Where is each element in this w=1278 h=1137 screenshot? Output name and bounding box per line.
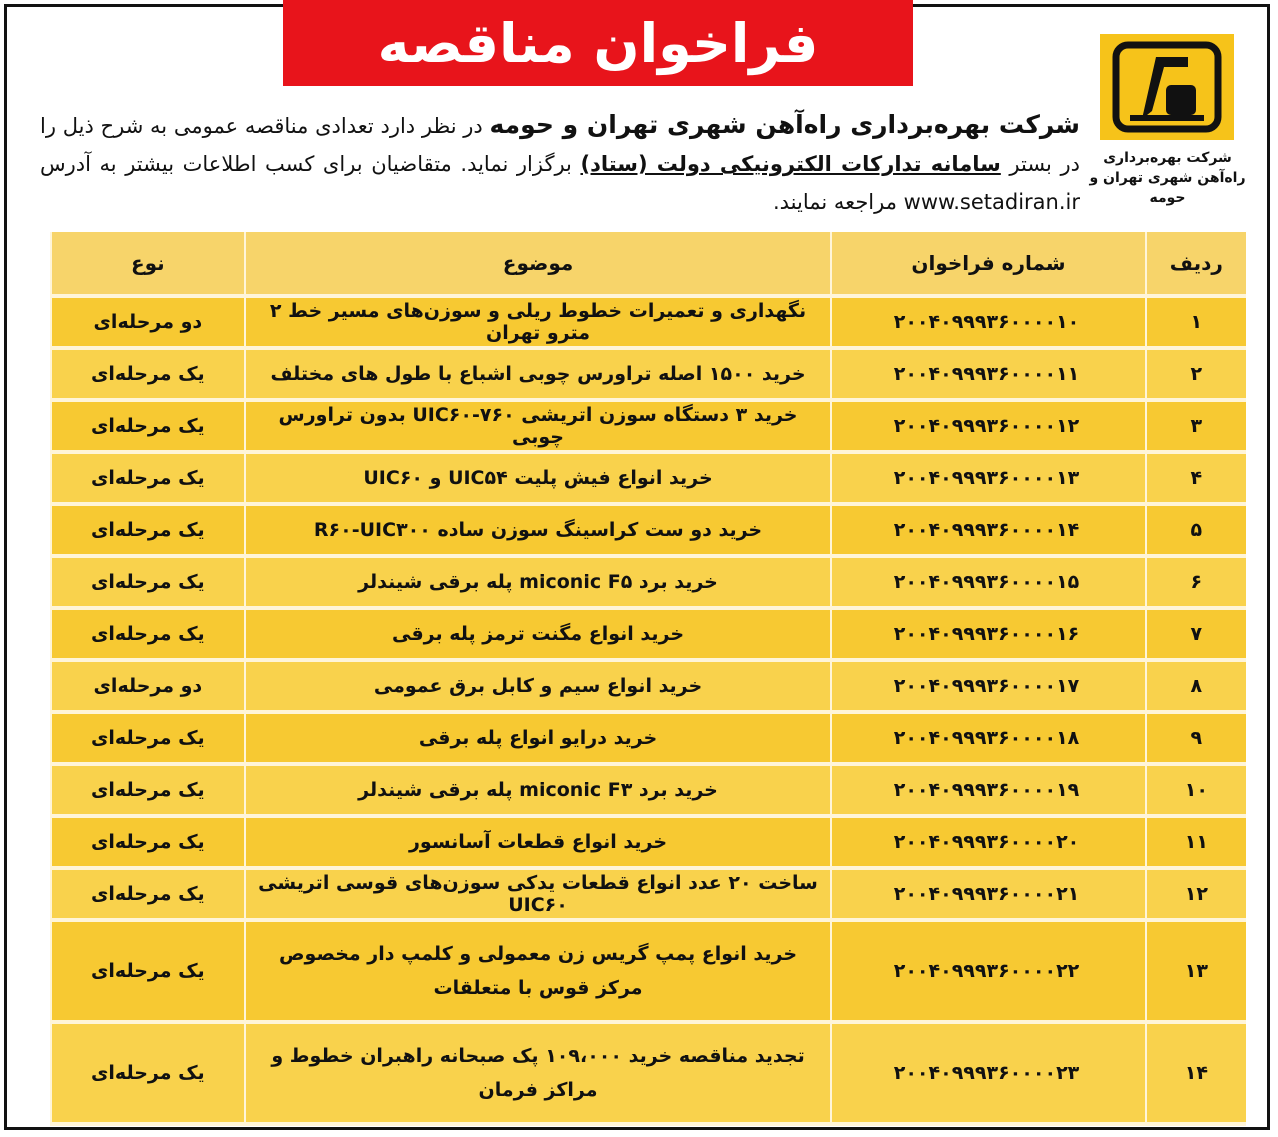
row-number-cell: ۹ — [1145, 714, 1246, 766]
subject-cell: خرید انواع پمپ گریس زن معمولی و کلمپ دار مخصوص مرکز قوس با متعلقات — [244, 922, 831, 1024]
subject-cell: خرید انواع سیم و کابل برق عمومی — [244, 662, 831, 714]
call-number-cell: ۲۰۰۴۰۹۹۹۳۶۰۰۰۰۱۵ — [830, 558, 1144, 610]
row-number-cell: ۴ — [1145, 454, 1246, 506]
subject-cell: نگهداری و تعمیرات خطوط ریلی و سوزن‌های مسیر خط ۲ مترو تهران — [244, 298, 831, 350]
header-call-number: شماره فراخوان — [830, 232, 1144, 298]
table-row — [50, 662, 1246, 714]
table-row — [50, 714, 1246, 766]
call-number-cell: ۲۰۰۴۰۹۹۹۳۶۰۰۰۰۲۰ — [830, 818, 1144, 870]
metro-logo-icon — [1100, 34, 1234, 140]
tender-type-cell: یک مرحله‌ای — [50, 350, 244, 402]
tender-type-cell: یک مرحله‌ای — [50, 610, 244, 662]
tender-type-cell: یک مرحله‌ای — [50, 766, 244, 818]
table-row — [50, 506, 1246, 558]
table-row — [50, 766, 1246, 818]
row-number-cell: ۶ — [1145, 558, 1246, 610]
header-type: نوع — [50, 232, 244, 298]
table-row — [50, 922, 1246, 1024]
tender-type-cell: یک مرحله‌ای — [50, 402, 244, 454]
tender-type-cell: یک مرحله‌ای — [50, 818, 244, 870]
subject-cell: خرید برد miconic F۳ پله برقی شیندلر — [244, 766, 831, 818]
table-row — [50, 870, 1246, 922]
subject-cell: خرید انواع فیش پلیت UIC۵۴ و UIC۶۰ — [244, 454, 831, 506]
row-number-cell: ۸ — [1145, 662, 1246, 714]
tender-type-cell: یک مرحله‌ای — [50, 922, 244, 1024]
tender-type-cell: یک مرحله‌ای — [50, 714, 244, 766]
call-number-cell: ۲۰۰۴۰۹۹۹۳۶۰۰۰۰۱۱ — [830, 350, 1144, 402]
table-row — [50, 454, 1246, 506]
row-number-cell: ۵ — [1145, 506, 1246, 558]
table-header-row — [50, 232, 1246, 298]
table-row — [50, 350, 1246, 402]
row-number-cell: ۱۰ — [1145, 766, 1246, 818]
tender-type-cell: یک مرحله‌ای — [50, 454, 244, 506]
call-number-cell: ۲۰۰۴۰۹۹۹۳۶۰۰۰۰۲۳ — [830, 1024, 1144, 1126]
call-number-cell: ۲۰۰۴۰۹۹۹۳۶۰۰۰۰۱۲ — [830, 402, 1144, 454]
intro-text-1: در نظر دارد تعدادی مناقصه عمومی به شرح ذیل را در بستر — [40, 114, 1080, 176]
subject-cell: خرید ۱۵۰۰ اصله تراورس چوبی اشباع با طول های مختلف — [244, 350, 831, 402]
tender-type-cell: یک مرحله‌ای — [50, 870, 244, 922]
tender-table — [50, 232, 1246, 1126]
row-number-cell: ۱۳ — [1145, 922, 1246, 1024]
company-name: شرکت بهره‌برداری راه‌آهن شهری تهران و حومه — [489, 110, 1080, 139]
setad-system: سامانه تدارکات الکترونیکی دولت (ستاد) — [580, 152, 1001, 176]
row-number-cell: ۳ — [1145, 402, 1246, 454]
tender-type-cell: دو مرحله‌ای — [50, 662, 244, 714]
logo-caption — [1085, 148, 1250, 208]
row-number-cell: ۲ — [1145, 350, 1246, 402]
table-row — [50, 402, 1246, 454]
subject-cell: ساخت ۲۰ عدد انواع قطعات یدکی سوزن‌های قوسی اتریشی UIC۶۰ — [244, 870, 831, 922]
row-number-cell: ۷ — [1145, 610, 1246, 662]
row-number-cell: ۱۴ — [1145, 1024, 1246, 1126]
row-number-cell: ۱۱ — [1145, 818, 1246, 870]
call-number-cell: ۲۰۰۴۰۹۹۹۳۶۰۰۰۰۱۰ — [830, 298, 1144, 350]
tender-type-cell: یک مرحله‌ای — [50, 506, 244, 558]
call-number-cell: ۲۰۰۴۰۹۹۹۳۶۰۰۰۰۱۴ — [830, 506, 1144, 558]
call-number-cell: ۲۰۰۴۰۹۹۹۳۶۰۰۰۰۲۱ — [830, 870, 1144, 922]
tender-type-cell: دو مرحله‌ای — [50, 298, 244, 350]
table-row — [50, 610, 1246, 662]
table-row — [50, 818, 1246, 870]
subject-cell: خرید انواع مگنت ترمز پله برقی — [244, 610, 831, 662]
logo-caption-line1: شرکت بهره‌برداری — [1103, 150, 1232, 166]
call-number-cell: ۲۰۰۴۰۹۹۹۳۶۰۰۰۰۱۳ — [830, 454, 1144, 506]
call-number-cell: ۲۰۰۴۰۹۹۹۳۶۰۰۰۰۱۶ — [830, 610, 1144, 662]
website-link[interactable]: www.setadiran.ir — [903, 190, 1080, 214]
table-row — [50, 298, 1246, 350]
subject-cell: خرید دو ست کراسینگ سوزن ساده R۶۰-UIC۳۰۰ — [244, 506, 831, 558]
table-row — [50, 1024, 1246, 1126]
tender-type-cell: یک مرحله‌ای — [50, 558, 244, 610]
intro-text-3: مراجعه نمایند. — [772, 190, 904, 214]
intro-paragraph — [40, 106, 1080, 221]
logo-caption-line2: راه‌آهن شهری تهران و حومه — [1089, 170, 1246, 206]
subject-cell: خرید ۳ دستگاه سوزن اتریشی ۷۶۰-UIC۶۰ بدون تراورس چوبی — [244, 402, 831, 454]
call-number-cell: ۲۰۰۴۰۹۹۹۳۶۰۰۰۰۱۸ — [830, 714, 1144, 766]
call-number-cell: ۲۰۰۴۰۹۹۹۳۶۰۰۰۰۱۷ — [830, 662, 1144, 714]
title-banner — [283, 0, 913, 86]
call-number-cell: ۲۰۰۴۰۹۹۹۳۶۰۰۰۰۲۲ — [830, 922, 1144, 1024]
page-title: فراخوان مناقصه — [377, 11, 819, 75]
intro-text-2: برگزار نماید. متقاضیان برای کسب اطلاعات بیشتر به آدرس — [40, 152, 581, 176]
header-subject: موضوع — [244, 232, 831, 298]
tender-type-cell: یک مرحله‌ای — [50, 1024, 244, 1126]
call-number-cell: ۲۰۰۴۰۹۹۹۳۶۰۰۰۰۱۹ — [830, 766, 1144, 818]
subject-cell: خرید برد miconic F۵ پله برقی شیندلر — [244, 558, 831, 610]
subject-cell: خرید درایو انواع پله برقی — [244, 714, 831, 766]
row-number-cell: ۱ — [1145, 298, 1246, 350]
subject-cell: خرید انواع قطعات آسانسور — [244, 818, 831, 870]
subject-cell: تجدید مناقصه خرید ۱۰۹،۰۰۰ پک صبحانه راهبران خطوط و مراکز فرمان — [244, 1024, 831, 1126]
header-row-number: ردیف — [1145, 232, 1246, 298]
row-number-cell: ۱۲ — [1145, 870, 1246, 922]
table-row — [50, 558, 1246, 610]
